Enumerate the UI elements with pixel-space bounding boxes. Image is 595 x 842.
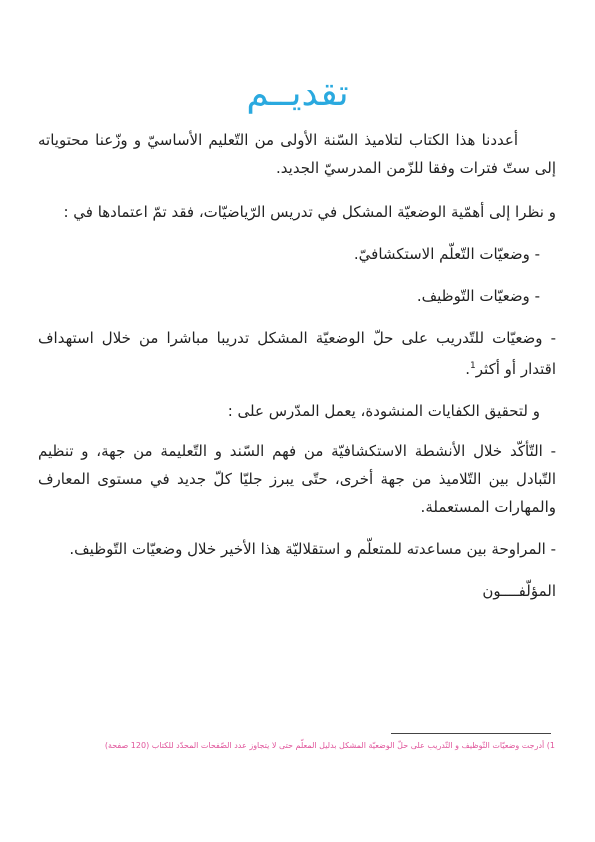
intro-paragraph: أعددنا هذا الكتاب لتلاميذ السّنة الأولى من التّعليم الأساسيّ و وزّعنا محتوياته إلى ستّ فترات وفقا للزّمن المدرسيّ الجديد. (38, 131, 556, 177)
preface-body (38, 126, 556, 605)
list-item-training-end: . (465, 360, 471, 378)
list-item-alternation: - المراوحة بين مساعدته للمتعلّم و استقلاليّة هذا الأخير خلال وضعيّات التّوظيف. (69, 540, 556, 558)
footnote-text: 1) أدرجت وضعيّات التّوظيف و التّدريب على حلّ الوضعيّة المشكل بدليل المعلّم حتى لا يتجاوز عدد الصّفحات المحدّد للكتاب (120 صفحة) (104, 741, 555, 750)
list-item-application: - وضعيّات التّوظيف. (416, 287, 540, 305)
footnote-marker: 1 (470, 361, 476, 371)
list-item-discovery: - وضعيّات التّعلّم الاستكشافيّ. (353, 245, 540, 263)
lead-paragraph-2: و لتحقيق الكفايات المنشودة، يعمل المدّرس على : (227, 402, 540, 420)
signature: المؤلّفــــون (482, 582, 556, 600)
lead-paragraph-1: و نظرا إلى أهمّية الوضعيّة المشكل في تدريس الرّياضيّات، فقد تمّ اعتمادها في : (63, 203, 556, 221)
list-item-verification: - التّأكّد خلال الأنشطة الاستكشافيّة من فهم السّند و التّعليمة من جهة، و تنظيم التّبادل بين التّلاميذ من جهة أخرى، حتّى يبرز جليّا كلّ جديد في مستوى المعارف والمهارات المستعملة. (38, 442, 556, 516)
list-item-training (38, 324, 556, 383)
list-item-training-text: - وضعيّات للتّدريب على حلّ الوضعيّة المشكل تدريبا مباشرا من خلال استهداف اقتدار أو أكثر (38, 329, 556, 378)
page-title: تقديــم (246, 73, 349, 114)
footnote-divider (391, 733, 551, 734)
